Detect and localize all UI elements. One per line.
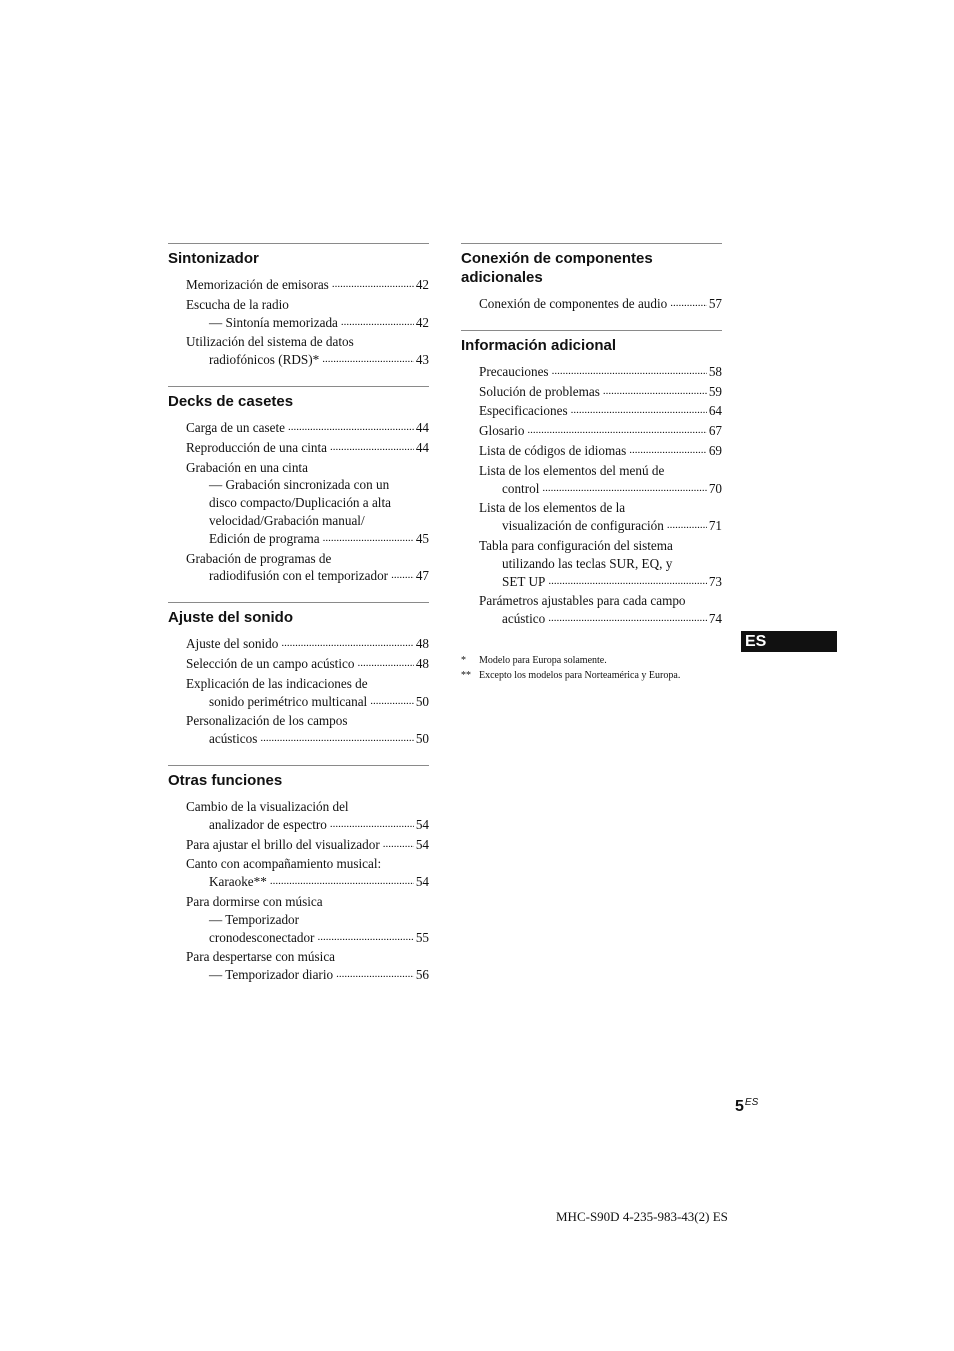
- toc-entry-text: Cambio de la visualización del: [186, 798, 349, 814]
- toc-section: [168, 386, 429, 585]
- toc-entry-line: [186, 911, 429, 929]
- toc-entry-line: [186, 798, 429, 816]
- toc-page-number: 59: [708, 383, 722, 399]
- toc-entry-list: [168, 635, 429, 748]
- toc-entry-line: [479, 573, 722, 591]
- toc-entry[interactable]: [479, 499, 722, 535]
- toc-entry[interactable]: [186, 655, 429, 673]
- toc-page-number: 54: [415, 836, 429, 852]
- toc-entry-text: sonido perimétrico multicanal: [209, 693, 368, 709]
- toc-entry-list: [461, 363, 722, 628]
- toc-entry-line: [186, 512, 429, 530]
- toc-page-number: 55: [415, 929, 429, 945]
- toc-entry-list: [168, 276, 429, 369]
- toc-entry-text: Canto con acompañamiento musical:: [186, 856, 382, 872]
- dot-leader: [270, 873, 414, 891]
- dot-leader: [332, 276, 414, 294]
- toc-page-number: 42: [415, 277, 429, 292]
- toc-entry-text: acústico: [502, 611, 546, 627]
- section-heading: [168, 771, 429, 790]
- toc-entry-line: [479, 383, 722, 401]
- toc-entry-text: Para despertarse con música: [186, 949, 336, 965]
- toc-page-number: 64: [708, 403, 722, 419]
- toc-entry-line: [186, 816, 429, 834]
- toc-entry-text: Memorización de emisoras: [186, 277, 329, 292]
- section-heading: [168, 608, 429, 627]
- section-heading: [168, 249, 429, 268]
- dot-leader: [357, 655, 413, 673]
- toc-entry-text: Precauciones: [479, 363, 549, 379]
- toc-entry-text: — Temporizador: [209, 911, 300, 927]
- dot-leader: [548, 573, 706, 591]
- footnote-mark: *: [461, 655, 466, 666]
- toc-entry-text: Personalización de los campos: [186, 713, 348, 729]
- toc-entry-line: [479, 555, 722, 573]
- toc-entry-line: [186, 730, 429, 748]
- toc-entry-text: Ajuste del sonido: [186, 636, 279, 652]
- dot-leader: [670, 295, 707, 313]
- toc-entry[interactable]: [186, 893, 429, 946]
- toc-entry-text: Para dormirse con música: [186, 893, 323, 909]
- toc-entry-text: — Sintonía memorizada: [209, 314, 338, 330]
- toc-entry-line: [479, 295, 722, 313]
- dot-leader: [322, 351, 414, 369]
- toc-page-number: 73: [708, 573, 722, 589]
- toc-entry[interactable]: [186, 712, 429, 748]
- toc-entry-line: [186, 635, 429, 653]
- dot-leader: [323, 530, 414, 548]
- toc-entry-text: Especificaciones: [479, 403, 568, 419]
- toc-entry-line: [479, 402, 722, 420]
- section-heading-line: Sintonizador: [168, 250, 259, 267]
- toc-entry-line: [186, 893, 429, 911]
- toc-entry-text: — Grabación sincronizada con un: [209, 477, 390, 493]
- toc-page-number: 54: [415, 874, 429, 890]
- toc-entry-text: — Temporizador diario: [209, 967, 334, 983]
- dot-leader: [548, 610, 707, 628]
- toc-entry-list: [168, 419, 429, 585]
- toc-entry-text: Escucha de la radio: [186, 296, 289, 312]
- dot-leader: [341, 314, 414, 332]
- toc-entry-line: [186, 439, 429, 457]
- toc-entry-text: disco compacto/Duplicación a alta: [209, 495, 391, 511]
- toc-entry-text: Grabación de programas de: [186, 550, 332, 566]
- toc-entry-text: utilizando las teclas SUR, EQ, y: [502, 555, 673, 571]
- dot-leader: [260, 730, 413, 748]
- toc-page-number: 43: [415, 352, 429, 368]
- toc-entry-text: Grabación en una cinta: [186, 459, 308, 475]
- toc-page-number: 54: [415, 816, 429, 832]
- dot-leader: [571, 402, 707, 420]
- toc-entry-line: [479, 537, 722, 555]
- toc-entry[interactable]: [186, 419, 429, 437]
- toc-entry-list: [168, 798, 429, 984]
- toc-entry-line: [479, 517, 722, 535]
- toc-entry-text: SET UP: [502, 573, 546, 589]
- section-heading: [461, 336, 722, 355]
- toc-entry-line: [186, 873, 429, 891]
- page-number-value: 5: [735, 1098, 744, 1115]
- language-tab: ES: [741, 631, 837, 652]
- dot-leader: [552, 363, 707, 381]
- toc-entry-text: Reproducción de una cinta: [186, 439, 327, 455]
- toc-page-number: 67: [708, 423, 722, 439]
- footnote-text: Modelo para Europa solamente.: [479, 655, 607, 666]
- toc-page-number: 56: [415, 967, 429, 983]
- toc-entry-text: Explicación de las indicaciones de: [186, 675, 368, 691]
- toc-page-number: 71: [708, 518, 722, 534]
- toc-entry-text: visualización de configuración: [502, 518, 664, 534]
- toc-entry-line: [186, 855, 429, 873]
- toc-section: [461, 243, 722, 313]
- toc-entry-text: analizador de espectro: [209, 816, 327, 832]
- toc-entry-text: Para ajustar el brillo del visualizador: [186, 836, 380, 852]
- toc-entry[interactable]: [479, 537, 722, 590]
- toc-entry-text: Lista de códigos de idiomas: [479, 442, 627, 458]
- page-number: [735, 1097, 758, 1116]
- dot-leader: [527, 422, 706, 440]
- toc-entry[interactable]: [479, 402, 722, 420]
- section-heading-line: Ajuste del sonido: [168, 609, 294, 627]
- footnote-mark: **: [461, 670, 471, 681]
- toc-page-number: 47: [415, 568, 429, 584]
- toc-entry[interactable]: [186, 459, 429, 548]
- toc-entry-line: [479, 363, 722, 381]
- section-heading: [461, 249, 722, 287]
- dot-leader: [391, 567, 414, 585]
- toc-page-number: 70: [708, 480, 722, 496]
- toc-section: [461, 330, 722, 628]
- toc-entry-line: [186, 276, 429, 294]
- toc-page-number: 44: [415, 439, 429, 455]
- toc-entry-line: [186, 693, 429, 711]
- toc-column-left: [168, 243, 429, 1001]
- toc-entry[interactable]: [479, 422, 722, 440]
- toc-entry[interactable]: [479, 442, 722, 460]
- toc-entry-line: [186, 351, 429, 369]
- footnote-text: Excepto los modelos para Norteamérica y Europa.: [479, 670, 681, 681]
- dot-leader: [603, 383, 707, 401]
- toc-entry-line: [186, 655, 429, 673]
- toc-entry-line: [186, 712, 429, 730]
- toc-entry-text: radiofónicos (RDS)*: [209, 352, 320, 368]
- toc-page-number: 48: [415, 655, 429, 671]
- toc-entry-line: [186, 966, 429, 984]
- toc-page-number: 50: [415, 693, 429, 709]
- toc-entry-line: [186, 494, 429, 512]
- section-heading-line: Conexión de componentes: [461, 250, 653, 267]
- dot-leader: [383, 836, 414, 854]
- toc-entry-line: [186, 530, 429, 548]
- toc-entry[interactable]: [479, 462, 722, 498]
- toc-entry-list: [461, 295, 722, 313]
- toc-entry[interactable]: [186, 836, 429, 854]
- toc-entry-line: [479, 499, 722, 517]
- toc-entry-line: [479, 592, 722, 610]
- dot-leader: [330, 439, 414, 457]
- toc-entry[interactable]: [479, 295, 722, 313]
- footnotes: [461, 653, 731, 683]
- toc-section: [168, 765, 429, 984]
- toc-entry-text: velocidad/Grabación manual/: [209, 512, 365, 528]
- toc-entry-text: Lista de los elementos de la: [479, 500, 626, 516]
- toc-entry[interactable]: [186, 798, 429, 834]
- toc-entry[interactable]: [186, 439, 429, 457]
- page-number-suffix: ES: [744, 1097, 759, 1108]
- section-heading-line: Información adicional: [461, 336, 617, 354]
- toc-entry-text: Selección de un campo acústico: [186, 655, 355, 671]
- toc-entry-text: Solución de problemas: [479, 383, 600, 399]
- dot-leader: [370, 693, 414, 711]
- footnote: [461, 653, 731, 668]
- toc-entry-line: [479, 610, 722, 628]
- dot-leader: [336, 966, 414, 984]
- dot-leader: [281, 635, 414, 653]
- toc-page-number: 48: [415, 636, 429, 652]
- toc-entry[interactable]: [186, 635, 429, 653]
- toc-entry-text: Edición de programa: [209, 530, 320, 546]
- toc-column-right: [461, 243, 722, 645]
- dot-leader: [288, 419, 414, 437]
- toc-page-number: 50: [415, 731, 429, 747]
- toc-page-number: 58: [708, 363, 722, 379]
- toc-entry-line: [186, 419, 429, 437]
- toc-entry-line: [186, 929, 429, 947]
- toc-page-number: 45: [415, 530, 429, 546]
- toc-entry[interactable]: [479, 383, 722, 401]
- toc-page-number: 42: [415, 314, 429, 330]
- toc-entry-line: [479, 462, 722, 480]
- toc-entry-text: Lista de los elementos del menú de: [479, 462, 665, 478]
- toc-entry-text: acústicos: [209, 731, 258, 747]
- section-heading-line: Otras funciones: [168, 771, 283, 789]
- toc-entry-text: Karaoke**: [209, 874, 267, 890]
- toc-entry-text: cronodesconectador: [209, 929, 315, 945]
- toc-entry-line: [186, 314, 429, 332]
- footnote: [461, 668, 731, 683]
- toc-entry-line: [186, 550, 429, 568]
- toc-entry[interactable]: [186, 675, 429, 711]
- toc-page-number: 44: [415, 419, 429, 435]
- toc-section: [168, 243, 429, 369]
- dot-leader: [667, 517, 707, 535]
- toc-entry-text: Carga de un casete: [186, 419, 285, 435]
- toc-entry-line: [186, 476, 429, 494]
- toc-entry-line: [186, 296, 429, 314]
- toc-entry[interactable]: [186, 550, 429, 586]
- toc-entry[interactable]: [186, 276, 429, 294]
- section-heading: [168, 392, 429, 411]
- toc-entry-text: Tabla para configuración del sistema: [479, 537, 673, 553]
- dot-leader: [629, 442, 707, 460]
- toc-entry-text: Parámetros ajustables para cada campo: [479, 593, 686, 609]
- model-code: MHC-S90D 4-235-983-43(2) ES: [556, 1209, 728, 1224]
- toc-entry[interactable]: [186, 855, 429, 891]
- toc-page-number: 69: [708, 442, 722, 458]
- toc-entry-line: [186, 459, 429, 477]
- toc-entry-line: [186, 333, 429, 351]
- toc-entry-text: Utilización del sistema de datos: [186, 334, 354, 350]
- dot-leader: [317, 929, 413, 947]
- toc-entry[interactable]: [479, 363, 722, 381]
- toc-entry-line: [479, 422, 722, 440]
- section-heading-line: Decks de casetes: [168, 392, 294, 410]
- toc-entry-line: [479, 442, 722, 460]
- toc-entry-line: [186, 675, 429, 693]
- toc-entry[interactable]: [186, 296, 429, 332]
- dot-leader: [542, 480, 706, 498]
- toc-entry-line: [186, 948, 429, 966]
- toc-entry-text: Glosario: [479, 423, 525, 439]
- toc-entry[interactable]: [186, 333, 429, 369]
- toc-entry-text: Conexión de componentes de audio: [479, 296, 668, 311]
- toc-page-number: 74: [708, 611, 722, 627]
- toc-entry[interactable]: [479, 592, 722, 628]
- toc-section: [168, 602, 429, 748]
- toc-entry-line: [186, 567, 429, 585]
- toc-entry-line: [186, 836, 429, 854]
- dot-leader: [330, 816, 414, 834]
- toc-page-number: 57: [708, 296, 722, 311]
- section-heading-line: adicionales: [461, 269, 543, 286]
- toc-entry-text: radiodifusión con el temporizador: [209, 568, 389, 584]
- toc-entry-text: control: [502, 480, 540, 496]
- toc-entry[interactable]: [186, 948, 429, 984]
- toc-entry-line: [479, 480, 722, 498]
